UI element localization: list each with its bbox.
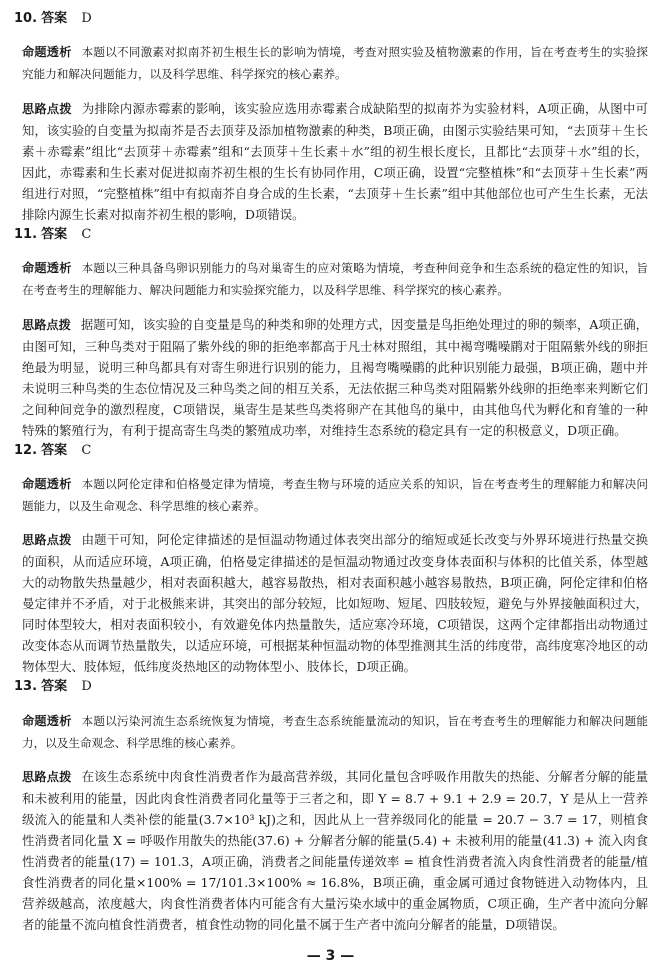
answer-line [14, 677, 648, 697]
explanation-paragraph [22, 98, 648, 225]
explanation-text: 在该生态系统中肉食性消费者作为最高营养级，其同化量包含呼吸作用散失的热能、分解者分解的能量和未被利用的能量，因此肉食性消费者同化量等于三者之和，即 Y = 8.7 + 9.1 + 2.9 = 20.7，Y 是从上一营养级流入的能量和人类补偿的能量(3.7×10³ kJ)之和，因此从上一营养级同化的能量 = 20.7 − 3.7 = 17，则植食性消费者同化量 X = 呼吸作用散失的热能(37.6) + 分解者分解的能量(5.4) + 未被利用的能量(41.3) + 流入肉食性消费者的能量(17) = 101.3，A项正确，消费者之间能量传递效率 = 植食性消费者流入肉食性消费者的能量/植食性消费者的同化量×100% = 17/101.3×100% ≈ 16.8%，B项正确，重金属可通过食物链进入动物体内，且营养级越高，浓度越大，肉食性消费者体内可能含有大量污染水域中的重金属物质，C项正确，生产者中流向分解者的能量不流向植食性消费者，植食性动物的同化量不属于生产者中流向分解者的能量，D项错误。 [22, 769, 649, 933]
explanation-label: 思路点拨 [22, 101, 72, 116]
answer-label: 答案 [41, 442, 68, 458]
explanation-text: 由题干可知，阿伦定律描述的是恒温动物通过体表突出部分的缩短或延长改变与外界环境进行热量交换的面积，从而适应环境，A项正确，伯格曼定律描述的是恒温动物通过改变身体表面积与体积的比值关系，体型越大的动物散失热量越少，相对表面积越大，越容易散热，相对表面积越小越容易散热，B项正确，阿伦定律和伯格曼定律并不矛盾，对于北极熊来讲，其突出的部分较短，比如短吻、短尾、四肢较短，避免与外界接触面积过大，同时体型较大，相对表面积较小，有效避免体内热量散失，适应寒冷环境，C项错误，这两个定律都指出动物通过改变体态从而调节热量散失，以适应环境，可根据某种恒温动物的体型推测其生活的纬度带，高纬度寒冷地区的动物体型大、肢体短，低纬度炎热地区的动物体型小、肢体长，D项正确。 [22, 532, 649, 675]
explanation-paragraph [22, 766, 648, 935]
answer-line [14, 441, 648, 461]
analysis-label: 命题透析 [22, 261, 72, 276]
question-13 [14, 677, 648, 935]
answer-choice: D [81, 11, 92, 26]
explanation-paragraph [22, 529, 648, 677]
answer-choice: D [81, 679, 92, 695]
question-number: 10. [14, 11, 38, 26]
analysis-text: 本题以不同激素对拟南芥初生根生长的影响为情境，考查对照实验及植物激素的作用，旨在考查考生的实验探究能力和解决问题能力，以及科学思维、科学探究的核心素养。 [22, 45, 648, 82]
answer-line [14, 225, 648, 245]
analysis-paragraph [22, 41, 648, 85]
question-12 [14, 441, 648, 678]
explanation-text: 为排除内源赤霉素的影响，该实验应选用赤霉素合成缺陷型的拟南芥为实验材料，A项正确，从图中可知，该实验的自变量为拟南芥是否去顶芽及添加植物激素的种类，B项正确，由图示实验结果可知，“去顶芽＋生长素＋赤霉素”组比“去顶芽＋赤霉素”组和“去顶芽＋生长素＋水”组的初生根长度长，且都比“去顶芽＋水”组的长，因此，赤霉素和生长素对促进拟南芥初生根的生长有协同作用，C项正确，设置“完整植株”和“去顶芽＋生长素”两组进行对照，“完整植株”组中有拟南芥自身合成的生长素，“去顶芽＋生长素”组中其他部位也可产生生长素，无法排除内源生长素对拟南芥初生根的影响，D项错误。 [22, 100, 648, 222]
answer-choice: C [81, 226, 92, 242]
analysis-paragraph [22, 473, 648, 517]
question-11 [14, 225, 648, 441]
question-number: 11. [14, 226, 38, 242]
analysis-paragraph [22, 710, 648, 754]
question-10 [14, 9, 648, 225]
answer-label: 答案 [41, 679, 68, 695]
answer-page [14, 9, 648, 935]
question-number: 13. [14, 679, 38, 695]
answer-choice: C [81, 442, 92, 458]
analysis-label: 命题透析 [22, 45, 72, 60]
analysis-text: 本题以阿伦定律和伯格曼定律为情境，考查生物与环境的适应关系的知识，旨在考查考生的理解能力和解决问题能力，以及生命观念、科学思维的核心素养。 [22, 476, 648, 513]
question-number: 12. [14, 442, 38, 458]
analysis-text: 本题以污染河流生态系统恢复为情境，考查生态系统能量流动的知识，旨在考查考生的理解能力和解决问题能力，以及生命观念、科学思维的核心素养。 [22, 713, 648, 750]
analysis-label: 命题透析 [22, 476, 72, 491]
page-number: — 3 — [306, 948, 355, 964]
analysis-label: 命题透析 [22, 713, 72, 728]
analysis-text: 本题以三种具备鸟卵识别能力的鸟对巢寄生的应对策略为情境，考查种间竞争和生态系统的稳定性的知识，旨在考查考生的理解能力、解决问题能力和实验探究能力，以及科学思维、科学探究的核心素养。 [22, 261, 648, 298]
answer-label: 答案 [41, 226, 68, 242]
explanation-label: 思路点拨 [22, 770, 72, 785]
answer-line [14, 9, 648, 29]
answer-label: 答案 [41, 11, 68, 26]
analysis-paragraph [22, 257, 648, 301]
explanation-label: 思路点拨 [22, 317, 71, 332]
explanation-text: 据题可知，该实验的自变量是鸟的种类和卵的处理方式，因变量是鸟拒绝处理过的卵的频率，A项正确，由图可知，三种鸟类对于阻隔了紫外线的卵的拒绝率都高于凡士林对照组，其中褐弯嘴噪鹛对于阻隔紫外线的卵拒绝最为明显，说明三种鸟都具有对寄生卵进行识别的能力，且褐弯嘴噪鹛的此种识别能力最强，B项正确，题中并未说明三种鸟类的生态位情况及三种鸟类之间的相互关系，无法依据三种鸟类对阻隔紫外线卵的拒绝率来判断它们之间种间竞争的激烈程度，C项错误，巢寄生是某些鸟类将卵产在其他鸟的巢中，由其他鸟代为孵化和育雏的一种特殊的繁殖行为，有利于提高寄生鸟类的繁殖成功率，对维持生态系统的稳定具有一定的积极意义，D项正确。 [22, 316, 648, 438]
explanation-label: 思路点拨 [22, 533, 72, 548]
explanation-paragraph [22, 314, 648, 441]
